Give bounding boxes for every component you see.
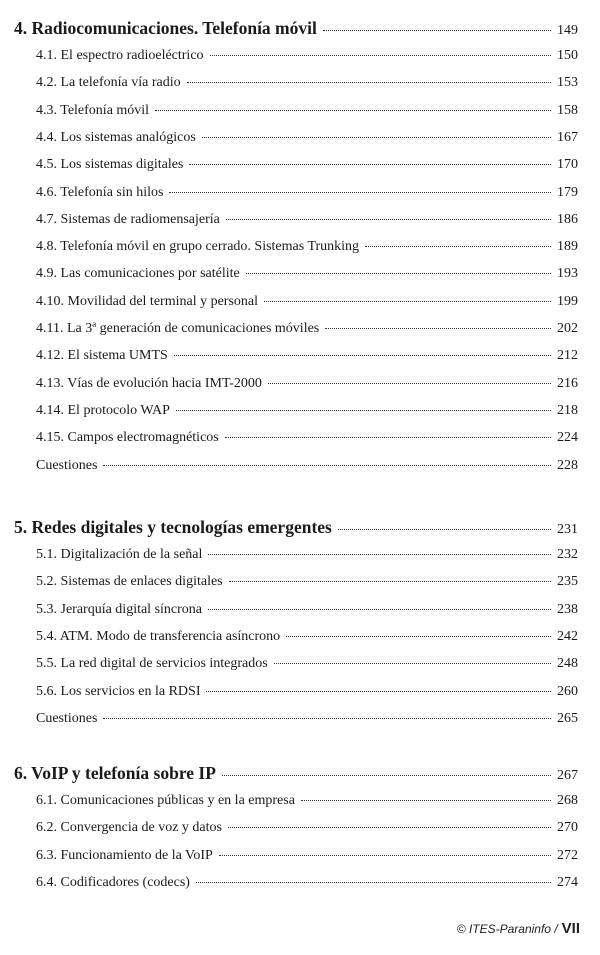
section-title: 4.15. Campos electromagnéticos	[36, 430, 219, 446]
chapter-heading-page-number: 267	[557, 768, 578, 783]
section-title: 4.9. Las comunicaciones por satélite	[36, 266, 240, 282]
section-title: 6.3. Funcionamiento de la VoIP	[36, 847, 213, 863]
section-entry[interactable]	[36, 820, 578, 844]
chapter-heading-title: 5. Redes digitales y tecnologías emergentes	[14, 517, 332, 537]
section-entry[interactable]	[36, 348, 578, 372]
chapter-heading-page-number: 149	[557, 23, 578, 38]
dot-leader	[219, 855, 551, 856]
section-title: 4.3. Telefonía móvil	[36, 102, 150, 118]
dot-leader	[210, 55, 551, 56]
section-title: 4.10. Movilidad del terminal y personal	[36, 293, 259, 309]
section-entry[interactable]	[36, 793, 578, 817]
section-title: 4.8. Telefonía móvil en grupo cerrado. Sistemas Trunking	[36, 239, 360, 255]
section-title: 5.2. Sistemas de enlaces digitales	[36, 574, 223, 590]
chapter-heading-entry[interactable]	[14, 517, 578, 541]
chapter-heading-title: 6. VoIP y telefonía sobre IP	[14, 763, 216, 783]
section-page-number: 170	[557, 157, 578, 173]
dot-leader	[323, 30, 551, 31]
section-entry[interactable]	[36, 602, 578, 626]
section-title: 4.5. Los sistemas digitales	[36, 157, 184, 173]
section-page-number: 270	[557, 820, 578, 836]
section-title: 4.12. El sistema UMTS	[36, 348, 168, 364]
section-title: 5.4. ATM. Modo de transferencia asíncrono	[36, 628, 281, 644]
dot-leader	[301, 800, 551, 801]
dot-leader	[206, 691, 551, 692]
section-entry[interactable]	[36, 875, 578, 899]
dot-leader	[225, 437, 551, 438]
chapter-heading-title: 4. Radiocomunicaciones. Telefonía móvil	[14, 18, 317, 38]
section-page-number: 268	[557, 793, 578, 808]
dot-leader	[208, 609, 551, 610]
section-entry[interactable]	[36, 321, 578, 345]
section-page-number: 218	[557, 402, 578, 418]
section-entry[interactable]	[36, 430, 578, 454]
section-title: 4.2. La telefonía vía radio	[36, 75, 181, 91]
section-title: 4.14. El protocolo WAP	[36, 402, 170, 418]
section-page-number: 153	[557, 75, 578, 91]
dot-leader	[286, 636, 551, 637]
dot-leader	[325, 328, 551, 329]
dot-leader	[338, 529, 551, 530]
section-title: 6.4. Codificadores (codecs)	[36, 874, 190, 890]
section-page-number: 272	[557, 847, 578, 863]
section-title: 5.3. Jerarquía digital síncrona	[36, 601, 203, 617]
dot-leader	[174, 355, 551, 356]
dot-leader	[229, 581, 551, 582]
section-title: 4.13. Vías de evolución hacia IMT-2000	[36, 375, 262, 391]
dot-leader	[268, 383, 551, 384]
section-entry[interactable]	[36, 629, 578, 653]
section-entry[interactable]	[36, 239, 578, 263]
section-entry[interactable]	[36, 185, 578, 209]
section-entry[interactable]	[36, 848, 578, 872]
section-entry[interactable]	[36, 376, 578, 400]
section-page-number: 186	[557, 211, 578, 227]
dot-leader	[365, 246, 551, 247]
section-entry[interactable]	[36, 157, 578, 181]
section-page-number: 224	[557, 430, 578, 446]
page-number-roman: VII	[561, 920, 580, 937]
section-entry[interactable]	[36, 212, 578, 236]
dot-leader	[274, 663, 551, 664]
section-page-number: 158	[557, 102, 578, 118]
section-title: 4.7. Sistemas de radiomensajería	[36, 211, 220, 227]
section-page-number: 260	[557, 683, 578, 699]
section-title: 4.4. Los sistemas analógicos	[36, 129, 196, 145]
section-title: 5.6. Los servicios en la RDSI	[36, 683, 201, 699]
section-page-number: 274	[557, 874, 578, 890]
chapter-heading-entry[interactable]	[14, 18, 578, 42]
publisher-credit: © ITES-Paraninfo /	[456, 922, 558, 936]
dot-leader	[222, 775, 551, 776]
section-page-number: 242	[557, 628, 578, 644]
section-page-number: 150	[557, 48, 578, 63]
dot-leader	[202, 137, 551, 138]
section-entry[interactable]	[36, 458, 578, 482]
section-page-number: 216	[557, 375, 578, 391]
section-entry[interactable]	[36, 75, 578, 99]
dot-leader	[169, 192, 551, 193]
section-entry[interactable]	[36, 130, 578, 154]
chapter-heading-page-number: 231	[557, 522, 578, 537]
section-page-number: 238	[557, 601, 578, 617]
section-entry[interactable]	[36, 656, 578, 680]
section-title: 6.1. Comunicaciones públicas y en la empresa	[36, 793, 295, 808]
section-entry[interactable]	[36, 48, 578, 72]
section-page-number: 248	[557, 656, 578, 672]
dot-leader	[246, 273, 551, 274]
section-title: 4.1. El espectro radioeléctrico	[36, 48, 204, 63]
dot-leader	[208, 554, 551, 555]
section-page-number: 202	[557, 321, 578, 336]
section-title: 4.6. Telefonía sin hilos	[36, 184, 164, 200]
dot-leader	[196, 882, 551, 883]
section-entry[interactable]	[36, 684, 578, 708]
dot-leader	[264, 301, 551, 302]
section-page-number: 235	[557, 574, 578, 590]
section-entry[interactable]	[36, 403, 578, 427]
section-title: 5.1. Digitalización de la señal	[36, 547, 203, 562]
section-title: Cuestiones	[36, 457, 98, 473]
section-page-number: 193	[557, 266, 578, 282]
section-entry[interactable]	[36, 294, 578, 318]
dot-leader	[189, 164, 551, 165]
section-entry[interactable]	[36, 574, 578, 598]
dot-leader	[228, 827, 551, 828]
dot-leader	[103, 718, 551, 719]
section-entry[interactable]	[36, 711, 578, 735]
page-footer	[457, 920, 580, 937]
section-entry[interactable]	[36, 547, 578, 571]
section-page-number: 212	[557, 348, 578, 364]
section-page-number: 232	[557, 547, 578, 562]
section-entry[interactable]	[36, 266, 578, 290]
section-title: 6.2. Convergencia de voz y datos	[36, 820, 222, 836]
section-title: 5.5. La red digital de servicios integrados	[36, 656, 268, 672]
dot-leader	[226, 219, 551, 220]
section-entry[interactable]	[36, 103, 578, 127]
section-page-number: 179	[557, 184, 578, 200]
section-title: 4.11. La 3ª generación de comunicaciones móviles	[36, 321, 320, 336]
dot-leader	[155, 110, 551, 111]
section-page-number: 199	[557, 293, 578, 309]
section-page-number: 265	[557, 710, 578, 726]
section-page-number: 189	[557, 239, 578, 255]
section-title: Cuestiones	[36, 710, 98, 726]
section-page-number: 228	[557, 457, 578, 473]
chapter-heading-entry[interactable]	[14, 763, 578, 787]
dot-leader	[187, 82, 551, 83]
dot-leader	[103, 465, 551, 466]
dot-leader	[176, 410, 551, 411]
section-page-number: 167	[557, 129, 578, 145]
